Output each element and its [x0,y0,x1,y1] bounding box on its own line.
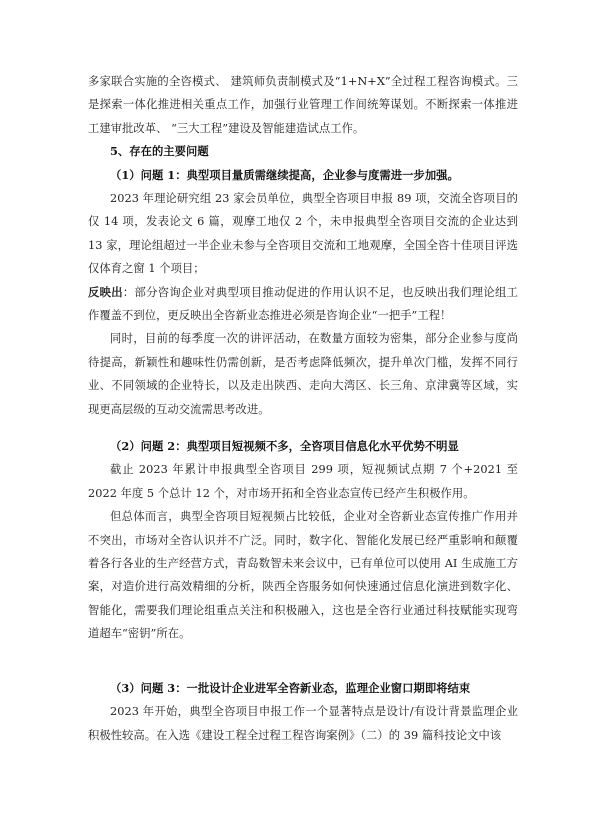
paragraph: 同时，目前的每季度一次的讲评活动，在数量方面较为密集，部分企业参与度尚待提高，新颖性和趣味性仍需创新，是否考虑降低频次，提升单次门槛，发挥不同行业、不同领域的企业特长，以及走出陕西、走向大湾区、长三角、京津冀等区域，实现更高层级的互动交流需思考改进。 [88,332,518,416]
issue-2-heading: （2）问题 2：典型项目短视频不多，全咨项目信息化水平优势不明显 [110,439,459,453]
issue-1-heading: （1）问题 1：典型项目量质需继续提高，企业参与度需进一步加强。 [110,167,459,182]
paragraph: 2023 年开始，典型全咨项目申报工作一个显著特点是设计/有设计背景监理企业积极性较高。在入选《建设工程全过程工程咨询案例》（二）的 39 篇科技论文中该 [88,705,518,742]
text-block-2 [88,435,518,646]
issue-3-heading: （3）问题 3：一批设计企业进军全咨新业态，监理企业窗口期即将结束 [110,681,471,695]
paragraph: 截止 2023 年累计申报典型全咨项目 299 项，短视频试点期 7 个+2021 至 2022 年度 5 个总计 12 个，对市场开拓和全咨业态宣传已经产生积极作用。 [88,463,518,500]
reflect-text: ：部分咨询企业对典型项目推动促进的作用认识不足，也反映出我们理论组工作覆盖不到位，更反映出全咨新业态推进必须是咨询企业“一把手”工程！ [88,285,518,323]
text-block-3 [88,677,518,747]
reflect-paragraph [88,281,518,328]
paragraph: 多家联合实施的全咨模式、 建筑师负责制模式及“1+N+X”全过程工程咨询模式。三是探索一体化推进相关重点工作，加强行业管理工作间统筹谋划。不断探索一体推进工建审批改革、 “三大工程”建设及智能建造试点工作。 [88,75,518,135]
paragraph: 2023 年理论研究组 23 家会员单位，典型全咨项目申报 89 项，交流全咨项目的仅 14 项，发表论文 6 篇，观摩工地仅 2 个，未申报典型全咨项目交流的企业达到 13 家，理论组超过一半企业未参与全咨项目交流和工地观摩，全国全咨十佳项目评选仅体育之窗 1 个项目； [88,192,518,276]
text-block-1 [88,70,518,421]
reflect-label: 反映出 [88,284,123,299]
section-heading: 5、存在的主要问题 [110,144,209,159]
paragraph: 但总体而言，典型全咨项目短视频占比较低，企业对全咨新业态宣传推广作用并不突出，市场对全咨认识并不广泛。同时，数字化、智能化发展已经严重影响和颠覆着各行各业的生产经营方式，青岛数智未来会议中，已有单位可以使用 AI 生成施工方案，对造价进行高效精细的分析，陕西全咨服务如何快速通过信息化演进到数字化、智能化，需要我们理论组重点关注和积极融入，这也是全咨行业通过科技赋能实现弯道超车“密钥”所在。 [88,510,518,641]
